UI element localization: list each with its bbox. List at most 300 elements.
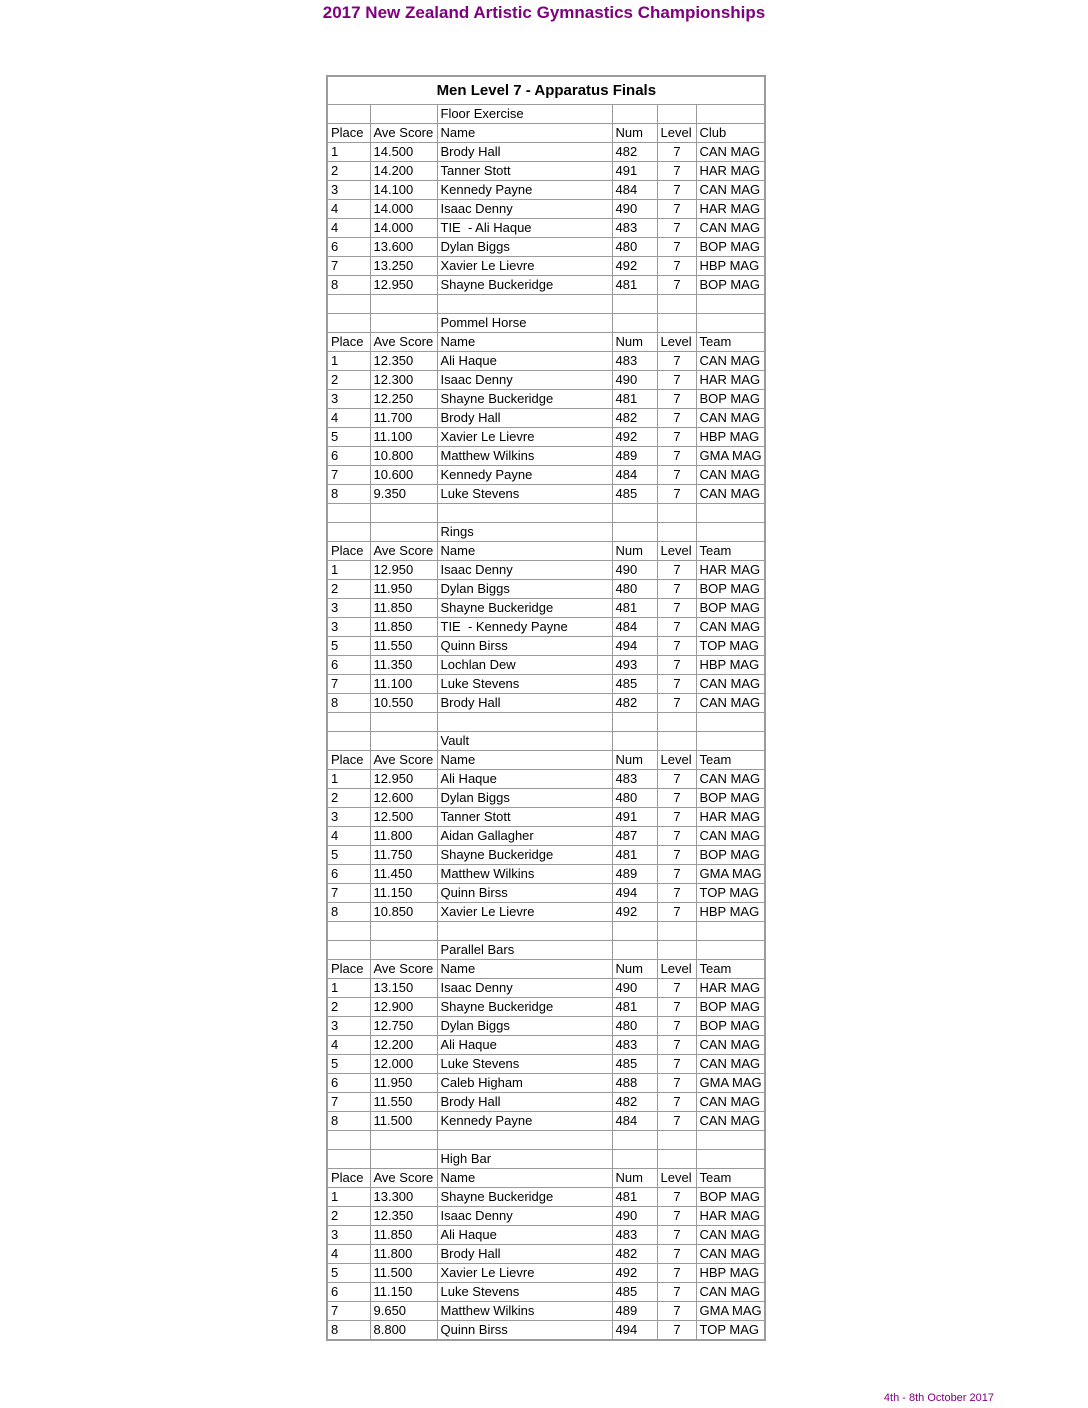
- place-cell: 5: [327, 428, 370, 447]
- place-cell: 6: [327, 447, 370, 466]
- club-cell: CAN MAG: [696, 485, 765, 504]
- score-cell: 11.350: [370, 656, 437, 675]
- name-cell: Quinn Birss: [437, 1321, 612, 1341]
- level-cell: 7: [657, 485, 696, 504]
- club-cell: CAN MAG: [696, 827, 765, 846]
- club-cell: CAN MAG: [696, 466, 765, 485]
- score-cell: 12.200: [370, 1036, 437, 1055]
- level-cell: 7: [657, 675, 696, 694]
- club-cell: BOP MAG: [696, 390, 765, 409]
- level-cell: 7: [657, 599, 696, 618]
- place-cell: 6: [327, 1074, 370, 1093]
- score-cell: 10.600: [370, 466, 437, 485]
- column-header: Name: [437, 333, 612, 352]
- result-row: [327, 618, 765, 637]
- column-header: Team: [696, 542, 765, 561]
- place-cell: 8: [327, 1112, 370, 1131]
- name-cell: Ali Haque: [437, 352, 612, 371]
- column-header: Num: [612, 542, 657, 561]
- club-cell: GMA MAG: [696, 1302, 765, 1321]
- column-header: Num: [612, 1169, 657, 1188]
- num-cell: 485: [612, 675, 657, 694]
- num-cell: 493: [612, 656, 657, 675]
- apparatus-title: High Bar: [437, 1150, 612, 1169]
- apparatus-title: Pommel Horse: [437, 314, 612, 333]
- column-header: Level: [657, 542, 696, 561]
- score-cell: 11.150: [370, 884, 437, 903]
- column-header: Ave Score: [370, 542, 437, 561]
- name-cell: Tanner Stott: [437, 808, 612, 827]
- club-cell: BOP MAG: [696, 998, 765, 1017]
- place-cell: 7: [327, 1093, 370, 1112]
- table-title: Men Level 7 - Apparatus Finals: [327, 76, 765, 105]
- empty-cell: [370, 523, 437, 542]
- header-row: [327, 751, 765, 770]
- num-cell: 481: [612, 276, 657, 295]
- column-header: Place: [327, 542, 370, 561]
- name-cell: TIE - Kennedy Payne: [437, 618, 612, 637]
- score-cell: 12.600: [370, 789, 437, 808]
- result-row: [327, 599, 765, 618]
- empty-cell: [437, 504, 612, 523]
- empty-cell: [370, 314, 437, 333]
- club-cell: HBP MAG: [696, 428, 765, 447]
- club-cell: CAN MAG: [696, 618, 765, 637]
- num-cell: 483: [612, 219, 657, 238]
- level-cell: 7: [657, 808, 696, 827]
- name-cell: Isaac Denny: [437, 200, 612, 219]
- score-cell: 10.550: [370, 694, 437, 713]
- name-cell: Isaac Denny: [437, 371, 612, 390]
- name-cell: Isaac Denny: [437, 979, 612, 998]
- column-header: Ave Score: [370, 751, 437, 770]
- column-header: Ave Score: [370, 960, 437, 979]
- num-cell: 484: [612, 181, 657, 200]
- score-cell: 12.900: [370, 998, 437, 1017]
- footer-date: 4th - 8th October 2017: [883, 1392, 994, 1404]
- num-cell: 485: [612, 1283, 657, 1302]
- score-cell: 11.550: [370, 637, 437, 656]
- empty-cell: [327, 941, 370, 960]
- club-cell: GMA MAG: [696, 1074, 765, 1093]
- level-cell: 7: [657, 200, 696, 219]
- club-cell: BOP MAG: [696, 580, 765, 599]
- name-cell: Isaac Denny: [437, 561, 612, 580]
- level-cell: 7: [657, 1283, 696, 1302]
- result-row: [327, 903, 765, 922]
- place-cell: 5: [327, 1264, 370, 1283]
- score-cell: 12.250: [370, 390, 437, 409]
- level-cell: 7: [657, 1074, 696, 1093]
- column-header: Name: [437, 542, 612, 561]
- apparatus-title: Parallel Bars: [437, 941, 612, 960]
- separator-row: [327, 504, 765, 523]
- empty-cell: [657, 523, 696, 542]
- name-cell: Dylan Biggs: [437, 580, 612, 599]
- result-row: [327, 428, 765, 447]
- name-cell: Tanner Stott: [437, 162, 612, 181]
- place-cell: 7: [327, 1302, 370, 1321]
- column-header: Level: [657, 333, 696, 352]
- empty-cell: [327, 295, 370, 314]
- level-cell: 7: [657, 580, 696, 599]
- level-cell: 7: [657, 1093, 696, 1112]
- score-cell: 12.500: [370, 808, 437, 827]
- level-cell: 7: [657, 1245, 696, 1264]
- level-cell: 7: [657, 1055, 696, 1074]
- score-cell: 11.850: [370, 618, 437, 637]
- empty-cell: [696, 314, 765, 333]
- result-row: [327, 675, 765, 694]
- score-cell: 12.750: [370, 1017, 437, 1036]
- club-cell: BOP MAG: [696, 1017, 765, 1036]
- num-cell: 481: [612, 599, 657, 618]
- column-header: Ave Score: [370, 124, 437, 143]
- result-row: [327, 1245, 765, 1264]
- num-cell: 481: [612, 390, 657, 409]
- result-row: [327, 181, 765, 200]
- score-cell: 12.000: [370, 1055, 437, 1074]
- empty-cell: [612, 523, 657, 542]
- empty-cell: [327, 1131, 370, 1150]
- apparatus-row: [327, 314, 765, 333]
- place-cell: 1: [327, 979, 370, 998]
- score-cell: 12.350: [370, 1207, 437, 1226]
- num-cell: 484: [612, 618, 657, 637]
- empty-cell: [696, 922, 765, 941]
- name-cell: Brody Hall: [437, 1245, 612, 1264]
- column-header: Team: [696, 751, 765, 770]
- club-cell: CAN MAG: [696, 1283, 765, 1302]
- result-row: [327, 1188, 765, 1207]
- level-cell: 7: [657, 181, 696, 200]
- level-cell: 7: [657, 1302, 696, 1321]
- level-cell: 7: [657, 371, 696, 390]
- score-cell: 12.950: [370, 561, 437, 580]
- name-cell: Matthew Wilkins: [437, 447, 612, 466]
- score-cell: 11.950: [370, 580, 437, 599]
- apparatus-title: Vault: [437, 732, 612, 751]
- num-cell: 482: [612, 409, 657, 428]
- num-cell: 482: [612, 143, 657, 162]
- club-cell: CAN MAG: [696, 770, 765, 789]
- result-row: [327, 409, 765, 428]
- level-cell: 7: [657, 1188, 696, 1207]
- place-cell: 3: [327, 599, 370, 618]
- num-cell: 492: [612, 257, 657, 276]
- result-row: [327, 808, 765, 827]
- name-cell: Brody Hall: [437, 143, 612, 162]
- empty-cell: [437, 713, 612, 732]
- score-cell: 11.850: [370, 599, 437, 618]
- num-cell: 494: [612, 884, 657, 903]
- num-cell: 483: [612, 770, 657, 789]
- empty-cell: [657, 713, 696, 732]
- num-cell: 483: [612, 1226, 657, 1245]
- result-row: [327, 998, 765, 1017]
- score-cell: 10.850: [370, 903, 437, 922]
- num-cell: 480: [612, 580, 657, 599]
- place-cell: 2: [327, 162, 370, 181]
- place-cell: 2: [327, 998, 370, 1017]
- club-cell: BOP MAG: [696, 1188, 765, 1207]
- result-row: [327, 371, 765, 390]
- empty-cell: [327, 713, 370, 732]
- num-cell: 489: [612, 1302, 657, 1321]
- score-cell: 11.150: [370, 1283, 437, 1302]
- level-cell: 7: [657, 998, 696, 1017]
- column-header: Place: [327, 124, 370, 143]
- result-row: [327, 1017, 765, 1036]
- club-cell: CAN MAG: [696, 181, 765, 200]
- column-header: Level: [657, 1169, 696, 1188]
- result-row: [327, 1226, 765, 1245]
- level-cell: 7: [657, 846, 696, 865]
- column-header: Name: [437, 124, 612, 143]
- name-cell: Dylan Biggs: [437, 1017, 612, 1036]
- name-cell: Shayne Buckeridge: [437, 599, 612, 618]
- num-cell: 485: [612, 1055, 657, 1074]
- level-cell: 7: [657, 1207, 696, 1226]
- name-cell: Lochlan Dew: [437, 656, 612, 675]
- column-header: Level: [657, 124, 696, 143]
- result-row: [327, 1264, 765, 1283]
- empty-cell: [612, 504, 657, 523]
- level-cell: 7: [657, 884, 696, 903]
- column-header: Ave Score: [370, 1169, 437, 1188]
- result-row: [327, 143, 765, 162]
- club-cell: CAN MAG: [696, 1245, 765, 1264]
- level-cell: 7: [657, 865, 696, 884]
- score-cell: 11.700: [370, 409, 437, 428]
- place-cell: 1: [327, 770, 370, 789]
- score-cell: 12.950: [370, 770, 437, 789]
- place-cell: 8: [327, 1321, 370, 1341]
- score-cell: 11.500: [370, 1112, 437, 1131]
- score-cell: 12.300: [370, 371, 437, 390]
- name-cell: Matthew Wilkins: [437, 865, 612, 884]
- place-cell: 1: [327, 1188, 370, 1207]
- column-header: Team: [696, 333, 765, 352]
- results-table: [326, 75, 766, 1341]
- name-cell: Shayne Buckeridge: [437, 1188, 612, 1207]
- level-cell: 7: [657, 447, 696, 466]
- place-cell: 3: [327, 618, 370, 637]
- score-cell: 13.250: [370, 257, 437, 276]
- club-cell: CAN MAG: [696, 219, 765, 238]
- header-row: [327, 124, 765, 143]
- empty-cell: [696, 713, 765, 732]
- level-cell: 7: [657, 352, 696, 371]
- empty-cell: [696, 732, 765, 751]
- num-cell: 480: [612, 238, 657, 257]
- name-cell: Matthew Wilkins: [437, 1302, 612, 1321]
- level-cell: 7: [657, 257, 696, 276]
- level-cell: 7: [657, 770, 696, 789]
- level-cell: 7: [657, 903, 696, 922]
- place-cell: 8: [327, 485, 370, 504]
- num-cell: 490: [612, 200, 657, 219]
- place-cell: 4: [327, 1245, 370, 1264]
- club-cell: CAN MAG: [696, 143, 765, 162]
- empty-cell: [370, 105, 437, 124]
- level-cell: 7: [657, 276, 696, 295]
- place-cell: 2: [327, 789, 370, 808]
- place-cell: 1: [327, 352, 370, 371]
- name-cell: Dylan Biggs: [437, 238, 612, 257]
- result-row: [327, 162, 765, 181]
- column-header: Place: [327, 960, 370, 979]
- score-cell: 11.950: [370, 1074, 437, 1093]
- empty-cell: [327, 314, 370, 333]
- level-cell: 7: [657, 1264, 696, 1283]
- level-cell: 7: [657, 656, 696, 675]
- table-title-row: [327, 76, 765, 105]
- num-cell: 490: [612, 1207, 657, 1226]
- separator-row: [327, 922, 765, 941]
- score-cell: 12.350: [370, 352, 437, 371]
- header-row: [327, 960, 765, 979]
- name-cell: Shayne Buckeridge: [437, 998, 612, 1017]
- club-cell: CAN MAG: [696, 1226, 765, 1245]
- empty-cell: [696, 1150, 765, 1169]
- level-cell: 7: [657, 1321, 696, 1341]
- header-row: [327, 542, 765, 561]
- empty-cell: [612, 941, 657, 960]
- level-cell: 7: [657, 162, 696, 181]
- name-cell: Caleb Higham: [437, 1074, 612, 1093]
- column-header: Team: [696, 1169, 765, 1188]
- empty-cell: [370, 732, 437, 751]
- place-cell: 4: [327, 1036, 370, 1055]
- level-cell: 7: [657, 238, 696, 257]
- empty-cell: [612, 105, 657, 124]
- column-header: Num: [612, 751, 657, 770]
- place-cell: 6: [327, 656, 370, 675]
- result-row: [327, 447, 765, 466]
- column-header: Place: [327, 333, 370, 352]
- empty-cell: [657, 295, 696, 314]
- club-cell: TOP MAG: [696, 884, 765, 903]
- club-cell: CAN MAG: [696, 409, 765, 428]
- club-cell: HAR MAG: [696, 561, 765, 580]
- num-cell: 481: [612, 846, 657, 865]
- club-cell: HAR MAG: [696, 162, 765, 181]
- score-cell: 11.750: [370, 846, 437, 865]
- level-cell: 7: [657, 1226, 696, 1245]
- header-row: [327, 333, 765, 352]
- level-cell: 7: [657, 390, 696, 409]
- club-cell: HAR MAG: [696, 808, 765, 827]
- num-cell: 494: [612, 637, 657, 656]
- level-cell: 7: [657, 1036, 696, 1055]
- empty-cell: [612, 1150, 657, 1169]
- place-cell: 7: [327, 466, 370, 485]
- place-cell: 4: [327, 409, 370, 428]
- result-row: [327, 1283, 765, 1302]
- club-cell: BOP MAG: [696, 789, 765, 808]
- level-cell: 7: [657, 428, 696, 447]
- result-row: [327, 390, 765, 409]
- name-cell: Ali Haque: [437, 770, 612, 789]
- place-cell: 2: [327, 1207, 370, 1226]
- place-cell: 6: [327, 1283, 370, 1302]
- separator-row: [327, 1131, 765, 1150]
- score-cell: 11.550: [370, 1093, 437, 1112]
- score-cell: 11.850: [370, 1226, 437, 1245]
- club-cell: BOP MAG: [696, 846, 765, 865]
- level-cell: 7: [657, 618, 696, 637]
- num-cell: 490: [612, 561, 657, 580]
- result-row: [327, 770, 765, 789]
- empty-cell: [370, 1131, 437, 1150]
- num-cell: 487: [612, 827, 657, 846]
- num-cell: 489: [612, 447, 657, 466]
- page-title: 2017 New Zealand Artistic Gymnastics Championships: [322, 3, 766, 22]
- apparatus-row: [327, 523, 765, 542]
- score-cell: 10.800: [370, 447, 437, 466]
- result-row: [327, 561, 765, 580]
- club-cell: BOP MAG: [696, 238, 765, 257]
- empty-cell: [327, 504, 370, 523]
- score-cell: 13.150: [370, 979, 437, 998]
- empty-cell: [327, 922, 370, 941]
- num-cell: 488: [612, 1074, 657, 1093]
- score-cell: 14.200: [370, 162, 437, 181]
- apparatus-row: [327, 1150, 765, 1169]
- club-cell: CAN MAG: [696, 694, 765, 713]
- num-cell: 492: [612, 903, 657, 922]
- name-cell: Brody Hall: [437, 694, 612, 713]
- level-cell: 7: [657, 219, 696, 238]
- club-cell: GMA MAG: [696, 447, 765, 466]
- column-header: Club: [696, 124, 765, 143]
- score-cell: 11.800: [370, 1245, 437, 1264]
- num-cell: 484: [612, 466, 657, 485]
- num-cell: 492: [612, 1264, 657, 1283]
- name-cell: Luke Stevens: [437, 485, 612, 504]
- column-header: Name: [437, 751, 612, 770]
- score-cell: 12.950: [370, 276, 437, 295]
- name-cell: Luke Stevens: [437, 675, 612, 694]
- name-cell: Kennedy Payne: [437, 466, 612, 485]
- level-cell: 7: [657, 409, 696, 428]
- empty-cell: [657, 941, 696, 960]
- empty-cell: [696, 105, 765, 124]
- club-cell: CAN MAG: [696, 352, 765, 371]
- name-cell: Ali Haque: [437, 1036, 612, 1055]
- level-cell: 7: [657, 789, 696, 808]
- score-cell: 14.500: [370, 143, 437, 162]
- score-cell: 9.650: [370, 1302, 437, 1321]
- result-row: [327, 257, 765, 276]
- score-cell: 13.600: [370, 238, 437, 257]
- place-cell: 8: [327, 903, 370, 922]
- name-cell: Shayne Buckeridge: [437, 390, 612, 409]
- name-cell: Shayne Buckeridge: [437, 846, 612, 865]
- num-cell: 485: [612, 485, 657, 504]
- place-cell: 6: [327, 865, 370, 884]
- result-row: [327, 846, 765, 865]
- column-header: Name: [437, 960, 612, 979]
- club-cell: HAR MAG: [696, 371, 765, 390]
- score-cell: 11.500: [370, 1264, 437, 1283]
- place-cell: 6: [327, 238, 370, 257]
- apparatus-row: [327, 105, 765, 124]
- column-header: Num: [612, 960, 657, 979]
- result-row: [327, 1302, 765, 1321]
- num-cell: 484: [612, 1112, 657, 1131]
